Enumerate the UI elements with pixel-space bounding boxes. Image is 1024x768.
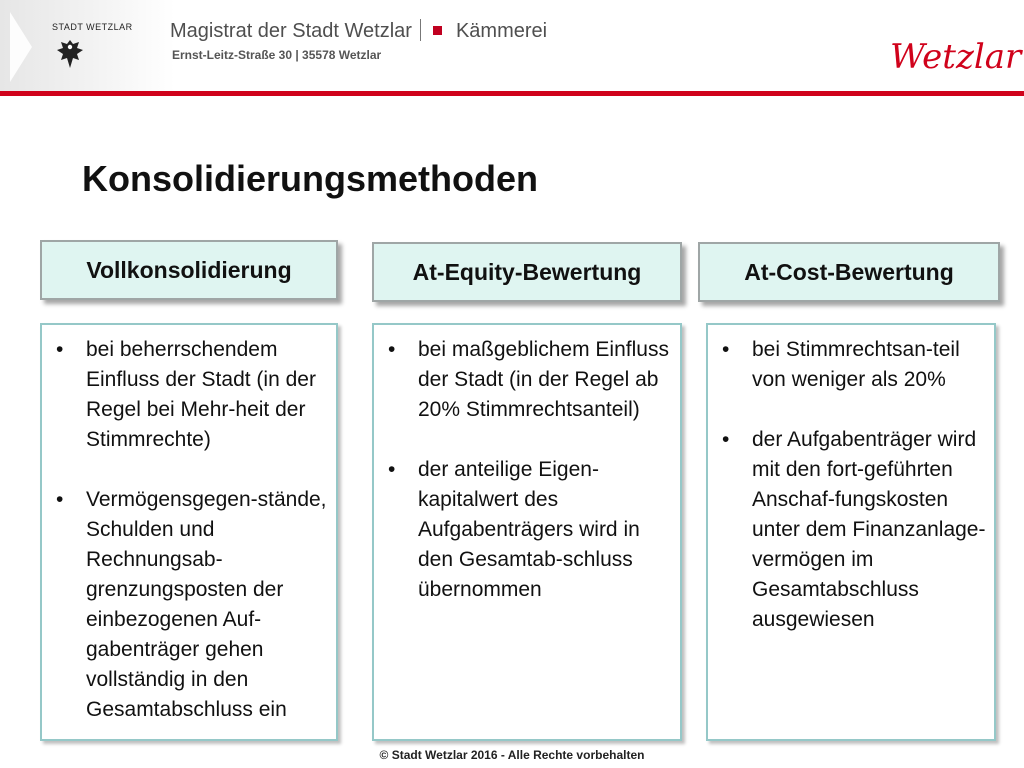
- logo-text: Wetzlar: [890, 37, 1022, 77]
- header-triangle-decoration: [10, 12, 32, 82]
- red-square-icon: [433, 26, 442, 35]
- bullet-item: • der anteilige Eigen-kapitalwert des Aufgabenträgers wird in den Gesamtab-schluss übernommen: [388, 455, 672, 605]
- footer-copyright: © Stadt Wetzlar 2016 - Alle Rechte vorbehalten: [379, 748, 645, 762]
- header-bar: [0, 0, 1024, 94]
- eagle-crest-icon: [55, 38, 85, 70]
- column-box-at-cost: [706, 323, 996, 741]
- address-line: Ernst-Leitz-Straße 30 | 35578 Wetzlar: [172, 48, 382, 62]
- slide-title: Konsolidierungsmethoden: [82, 158, 539, 199]
- organization-name: Magistrat der Stadt Wetzlar: [170, 20, 412, 42]
- bullet-item: • der Aufgabenträger wird mit den fort-geführten Anschaf-fungskosten unter dem Finanzanlage-vermögen im Gesamtabschluss ausgewiesen: [722, 425, 986, 635]
- header-red-rule: [0, 91, 1024, 96]
- column-box-at-equity: [372, 323, 682, 741]
- wetzlar-logo: [888, 30, 1022, 78]
- bullet-item: • bei maßgeblichem Einfluss der Stadt (in der Regel ab 20% Stimmrechtsanteil): [388, 335, 672, 425]
- column-heading-at-cost: At-Cost-Bewertung: [698, 242, 1000, 302]
- column-heading-vollkonsolidierung: Vollkonsolidierung: [40, 240, 338, 300]
- column-box-vollkonsolidierung: [40, 323, 338, 741]
- bullet-list: [56, 335, 328, 725]
- department-name: Kämmerei: [455, 20, 548, 42]
- column-heading-at-equity: At-Equity-Bewertung: [372, 242, 682, 302]
- bullet-item: • Vermögensgegen-stände, Schulden und Rechnungsab-grenzungsposten der einbezogenen Auf-gabenträger gehen vollständig in den Gesamtabschluss ein: [56, 485, 328, 725]
- bullet-list: [388, 335, 672, 605]
- bullet-list: [722, 335, 986, 635]
- crest-label: STADT WETZLAR: [52, 22, 133, 32]
- bullet-item: • bei Stimmrechtsan-teil von weniger als 20%: [722, 335, 986, 395]
- title-separator: [420, 19, 421, 41]
- header-title: [170, 19, 547, 43]
- bullet-item: • bei beherrschendem Einfluss der Stadt (in der Regel bei Mehr-heit der Stimmrechte): [56, 335, 328, 455]
